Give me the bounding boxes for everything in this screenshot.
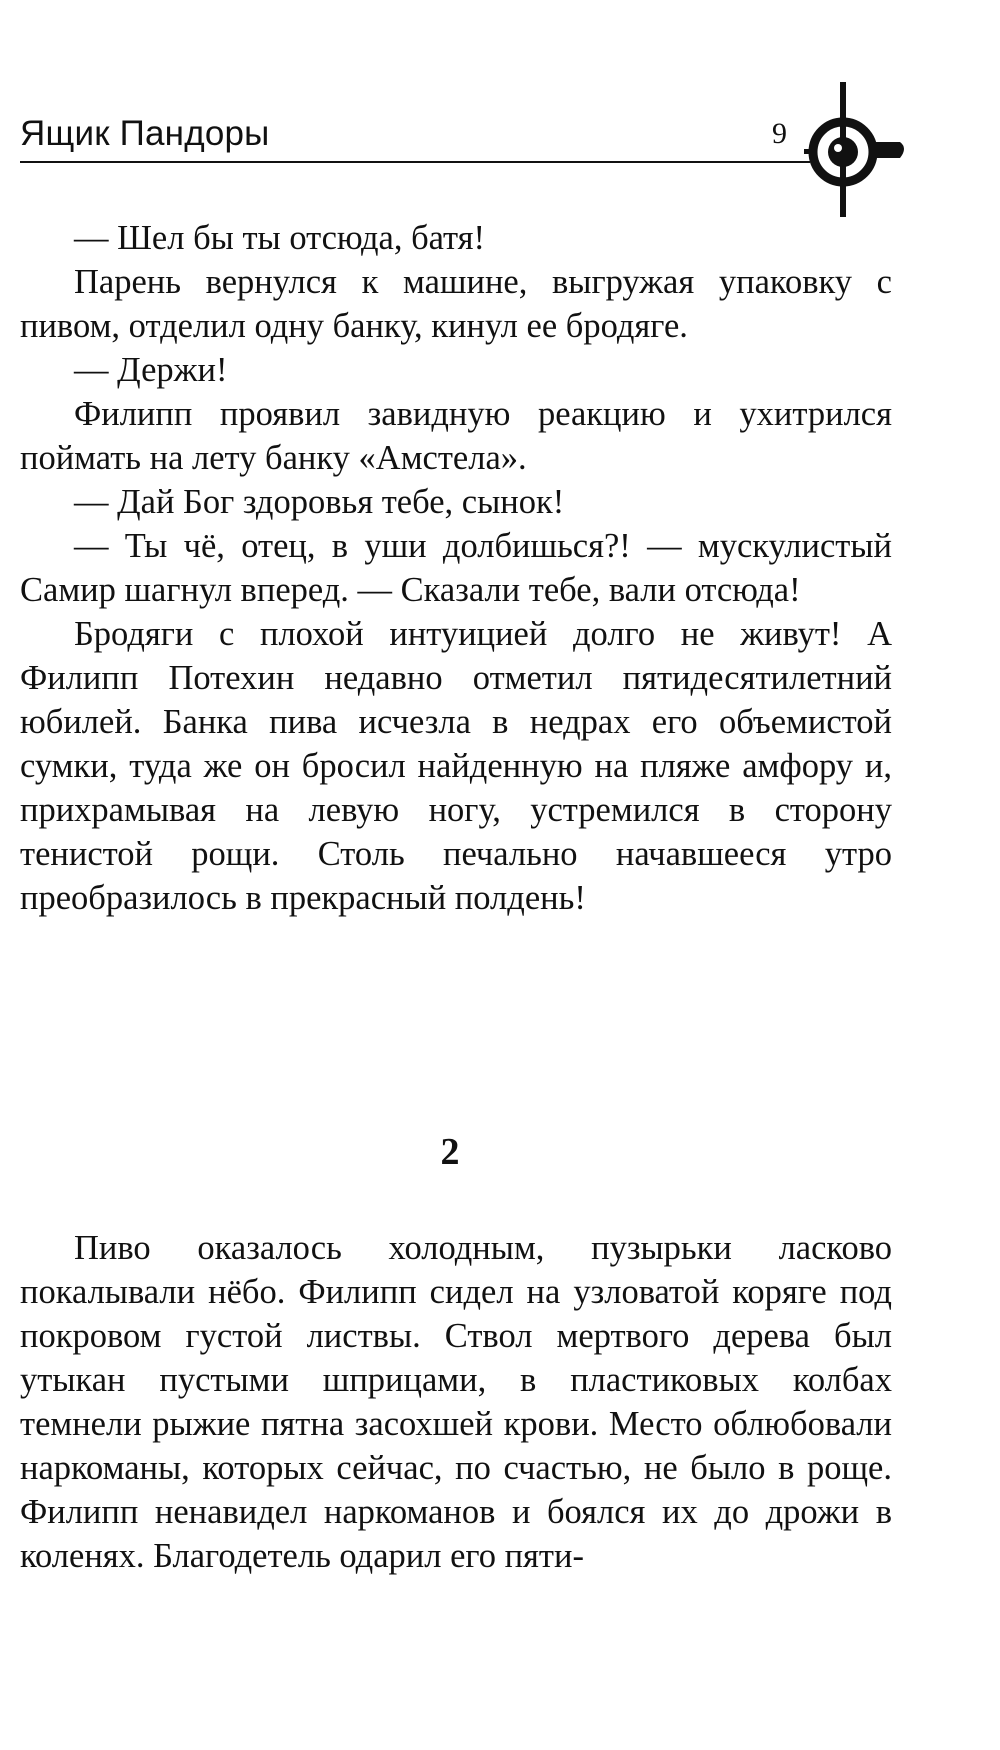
main-text [20, 216, 892, 920]
chapter-number: 2 [440, 1131, 460, 1173]
chapter-text [20, 1226, 892, 1578]
text-paragraph: Бродяги с плохой интуицией долго не живут! А Филипп Потехин недавно отметил пятидесятилетний юбилей. Банка пива исчезла в недрах его объемистой сумки, туда же он бросил найденную на пляже амфору и, прихрамывая на левую ногу, устремился в сторону тенистой рощи. Столь печально начавшееся утро преобразилось в прекрасный полдень! [20, 615, 892, 917]
text-paragraph: Филипп проявил завидную реакцию и ухитрился поймать на лету банку «Амстела». [20, 395, 892, 477]
text-paragraph: Парень вернулся к машине, выгружая упаковку с пивом, отделил одну банку, кинул ее бродяге. [20, 263, 892, 345]
running-title: Ящик Пандоры [20, 114, 270, 153]
page-number: 9 [772, 117, 787, 150]
text-paragraph: — Дай Бог здоровья тебе, сынок! [74, 483, 565, 521]
text-paragraph: — Ты чё, отец, в уши долбишься?! — мускулистый Самир шагнул вперед. — Сказали тебе, вали отсюда! [20, 527, 892, 609]
text-paragraph: Пиво оказалось холодным, пузырьки ласково покалывали нёбо. Филипп сидел на узловатой коряге под покровом густой листвы. Ствол мертвого дерева был утыкан пустыми шприцами, в пластиковых колбах темнели рыжие пятна засохшей крови. Место облюбовали наркоманы, которых сейчас, по счастью, не было в роще. Филипп ненавидел наркоманов и боялся их до дрожи в коленях. Благодетель одарил его пяти- [20, 1229, 892, 1575]
text-paragraph: — Шел бы ты отсюда, батя! [74, 219, 486, 257]
text-paragraph: — Держи! [74, 351, 228, 389]
target-crosshair-icon [800, 82, 910, 217]
page-header [20, 108, 810, 168]
header-rule [20, 161, 810, 163]
